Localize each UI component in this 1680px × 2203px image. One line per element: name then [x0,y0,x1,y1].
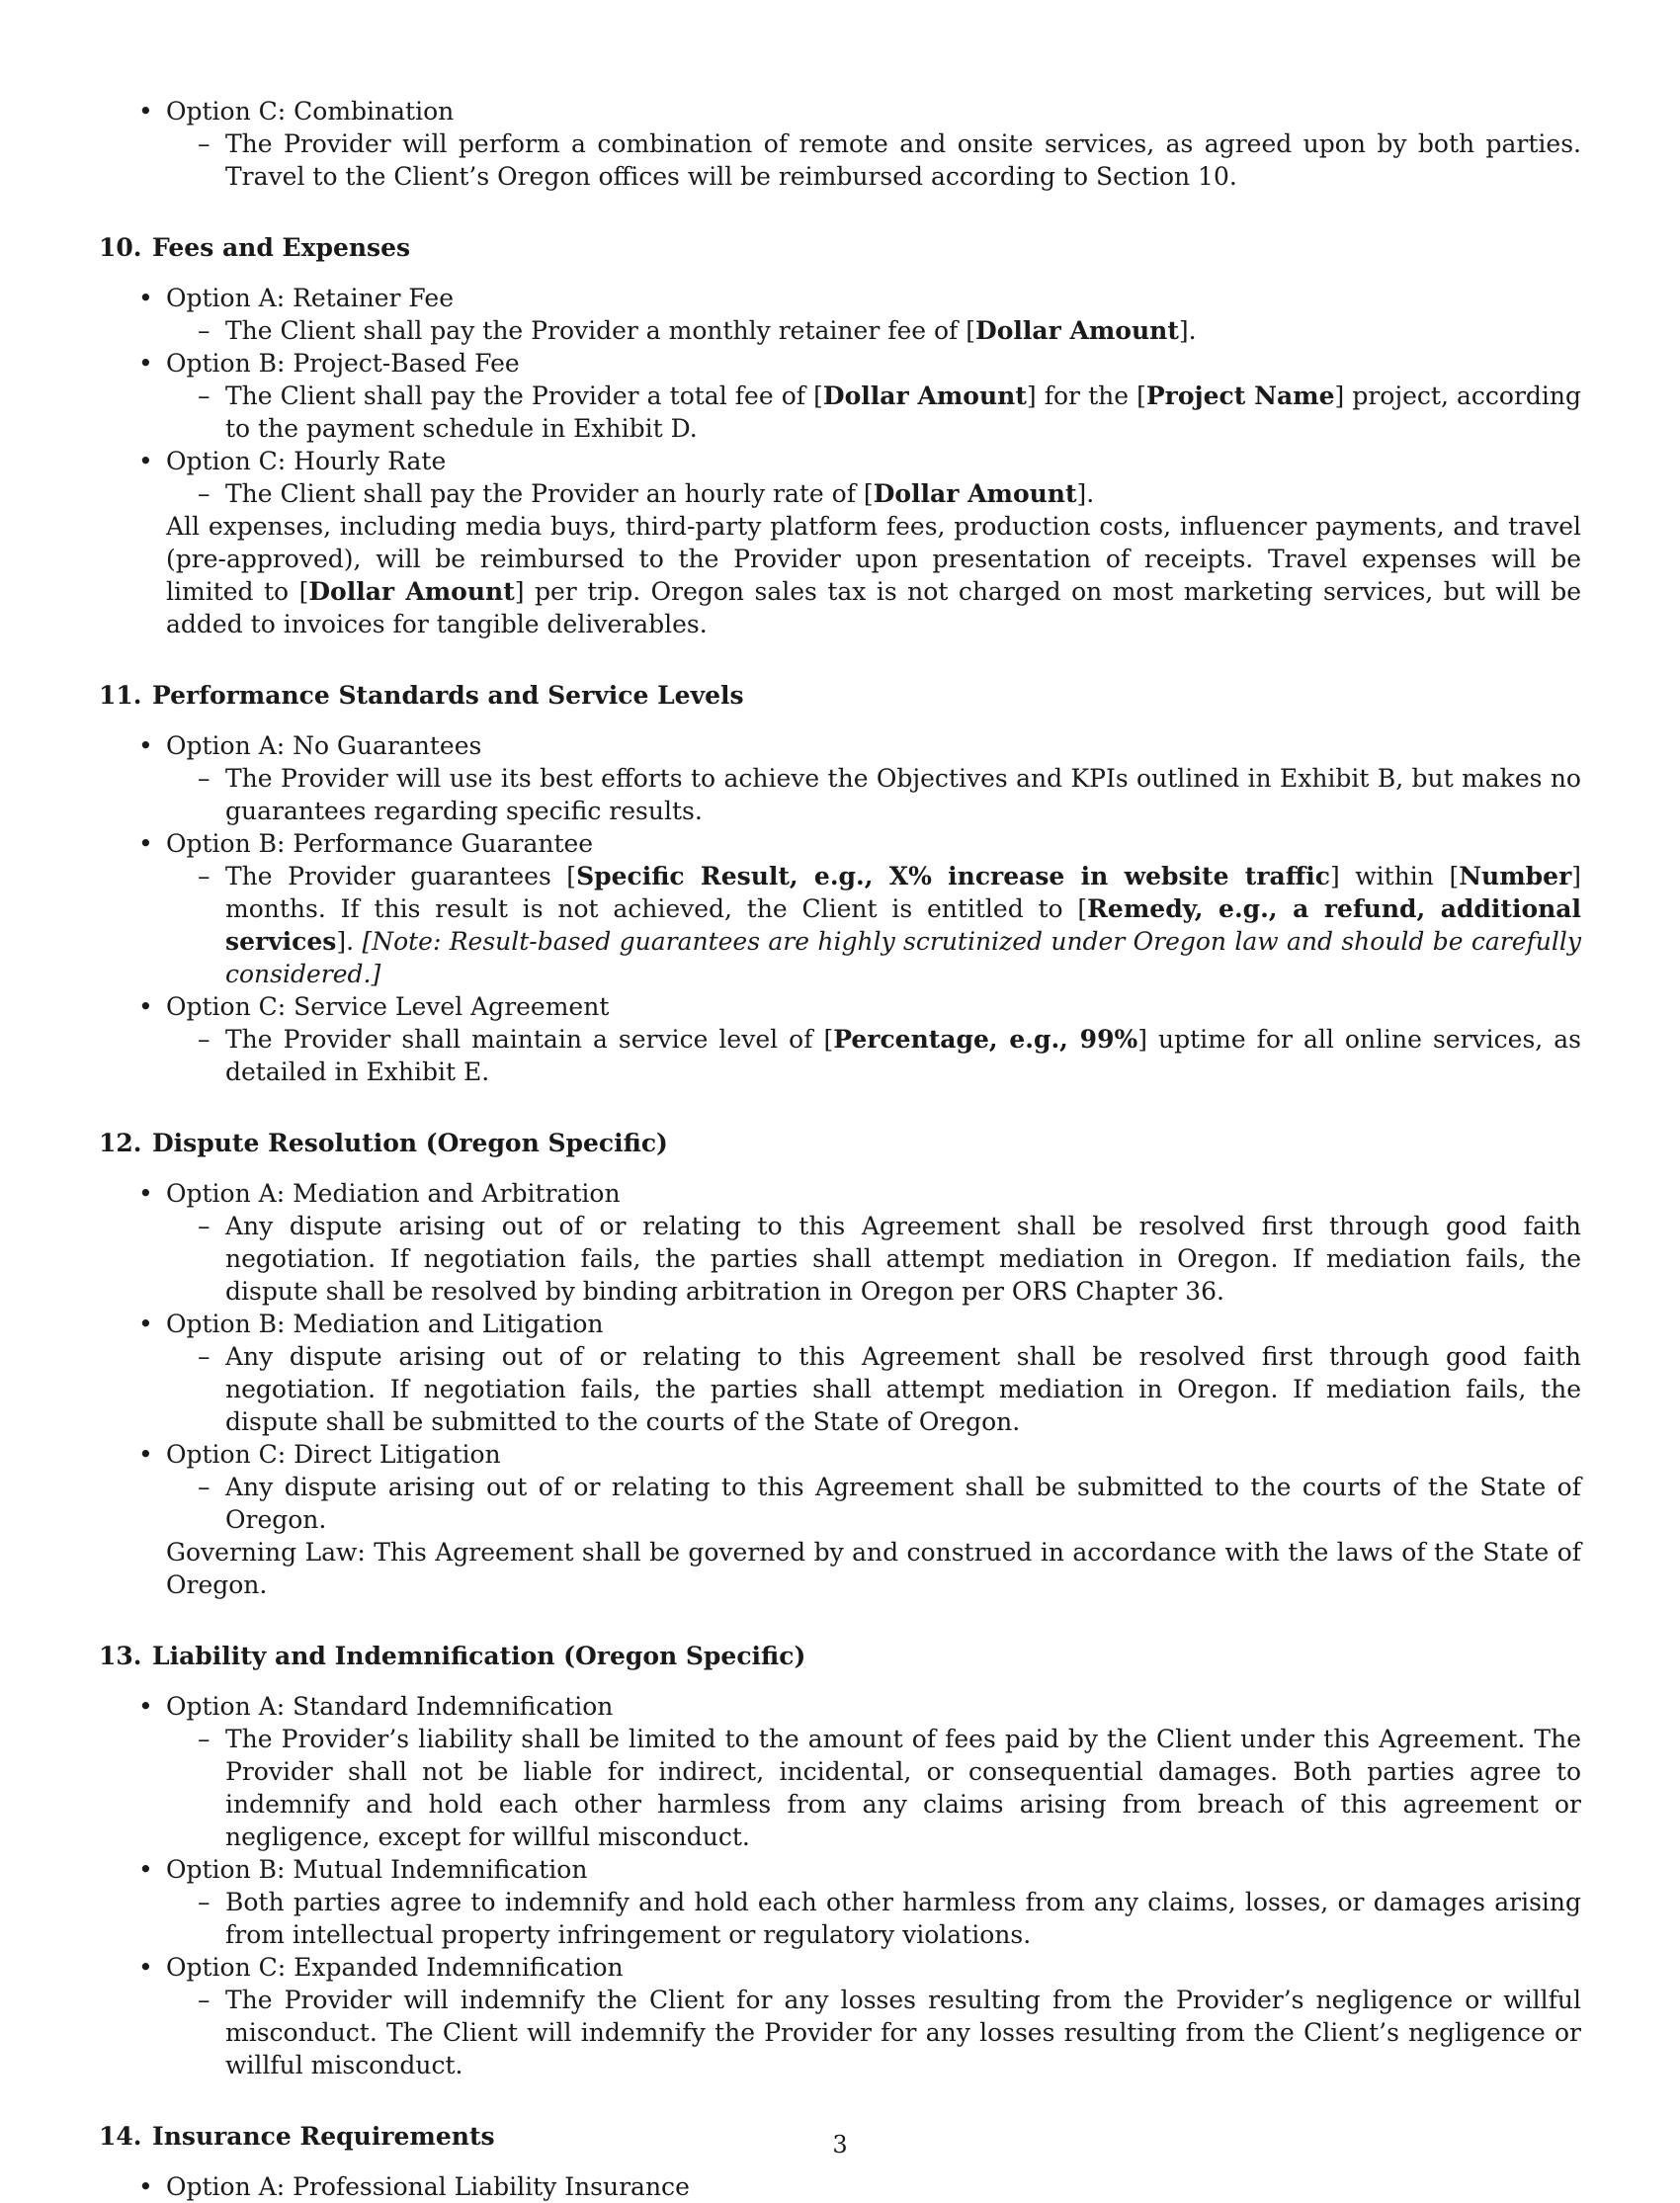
option-text: – The Provider will perform a combination of remote and onsite services, as agreed upon by both parties. Travel to the Client’s Oregon offices will be reimbursed according to Section 10. [99,127,1581,193]
option-item: • Option B: Performance Guarantee [99,827,1581,860]
option-item: • Option A: Retainer Fee [99,282,1581,314]
option-item: • Option C: Service Level Agreement [99,990,1581,1023]
option-item: • Option B: Mutual Indemnification [99,1853,1581,1886]
option-text: – The Provider will indemnify the Client for any losses resulting from the Provider’s negligence or willful misconduct. The Client will indemnify the Provider for any losses resulting from the Client’s negligence or willful misconduct. [99,1984,1581,2081]
option-item: • Option A: Standard Indemnification [99,1690,1581,1723]
option-item: • Option C: Direct Litigation [99,1438,1581,1471]
option-item: • Option C: Combination [99,95,1581,127]
governing-law-paragraph: Governing Law: This Agreement shall be governed by and construed in accordance with the laws of the State of Oregon. [166,1538,1581,1599]
option-text: – The Provider’s liability shall be limited to the amount of fees paid by the Client under this Agreement. The Provider shall not be liable for indirect, incidental, or consequential damages. Both parties agree to indemnify and hold each other harmless from any claims arising from breach of this agreement or negligence, except for willful misconduct. [99,1723,1581,1853]
expenses-paragraph: All expenses, including media buys, third-party platform fees, production costs, influencer payments, and travel (pre-approved), will be reimbursed to the Provider upon presentation of receipts. Travel expenses will be limited to [Dollar Amount] per trip. Oregon sales tax is not charged on most marketing services, but will be added to invoices for tangible deliverables. [166,512,1581,638]
page-number: 3 [832,2131,848,2159]
option-text: – Any dispute arising out of or relating to this Agreement shall be resolved first through good faith negotiation. If negotiation fails, the parties shall attempt mediation in Oregon. If mediation fails, the dispute shall be resolved by binding arbitration in Oregon per ORS Chapter 36. [99,1210,1581,1308]
option-text: – Any dispute arising out of or relating to this Agreement shall be resolved first through good faith negotiation. If negotiation fails, the parties shall attempt mediation in Oregon. If mediation fails, the dispute shall be submitted to the courts of the State of Oregon. [99,1340,1581,1438]
option-item: • Option C: Expanded Indemnification [99,1951,1581,1984]
option-text: – The Provider shall maintain a service level of [Percentage, e.g., 99%] uptime for all online services, as detailed in Exhibit E. [99,1023,1581,1088]
section-heading-12: 12. Dispute Resolution (Oregon Specific) [99,1129,668,1157]
section-heading-13: 13. Liability and Indemnification (Oregon Specific) [99,1642,806,1670]
option-item: • Option B: Mediation and Litigation [99,1308,1581,1340]
option-item: • Option A: Mediation and Arbitration [99,1177,1581,1210]
section-heading-11: 11. Performance Standards and Service Levels [99,681,744,710]
option-text: – The Client shall pay the Provider a monthly retainer fee of [Dollar Amount]. [99,314,1581,347]
option-text: – The Provider guarantees [Specific Result, e.g., X% increase in website traffic] within [Number] months. If this result is not achieved, the Client is entitled to [Remedy, e.g., a refund, additional services]. [Note: Result-based guarantees are highly scrutinized under Oregon law and should be carefully considered.] [99,860,1581,990]
section-heading-10: 10. Fees and Expenses [99,233,411,262]
option-item: • Option C: Hourly Rate [99,445,1581,477]
option-text: – The Client shall pay the Provider a total fee of [Dollar Amount] for the [Project Name] project, according to the payment schedule in Exhibit D. [99,380,1581,445]
option-item: • Option A: No Guarantees [99,729,1581,762]
option-item: • Option B: Project-Based Fee [99,347,1581,380]
option-item: • Option A: Professional Liability Insurance [99,2170,1581,2203]
option-text: – Any dispute arising out of or relating to this Agreement shall be submitted to the courts of the State of Oregon. [99,1471,1581,1536]
option-text: – Both parties agree to indemnify and hold each other harmless from any claims, losses, or damages arising from intellectual property infringement or regulatory violations. [99,1886,1581,1951]
option-text: – The Provider will use its best efforts to achieve the Objectives and KPIs outlined in Exhibit B, but makes no guarantees regarding specific results. [99,762,1581,827]
section-heading-14: 14. Insurance Requirements [99,2122,495,2151]
document-page [99,95,1581,2203]
note-text: [Note: Result-based guarantees are highly scrutinized under Oregon law and should be carefully considered.] [225,927,1581,988]
option-text: – The Client shall pay the Provider an hourly rate of [Dollar Amount]. [99,477,1581,510]
